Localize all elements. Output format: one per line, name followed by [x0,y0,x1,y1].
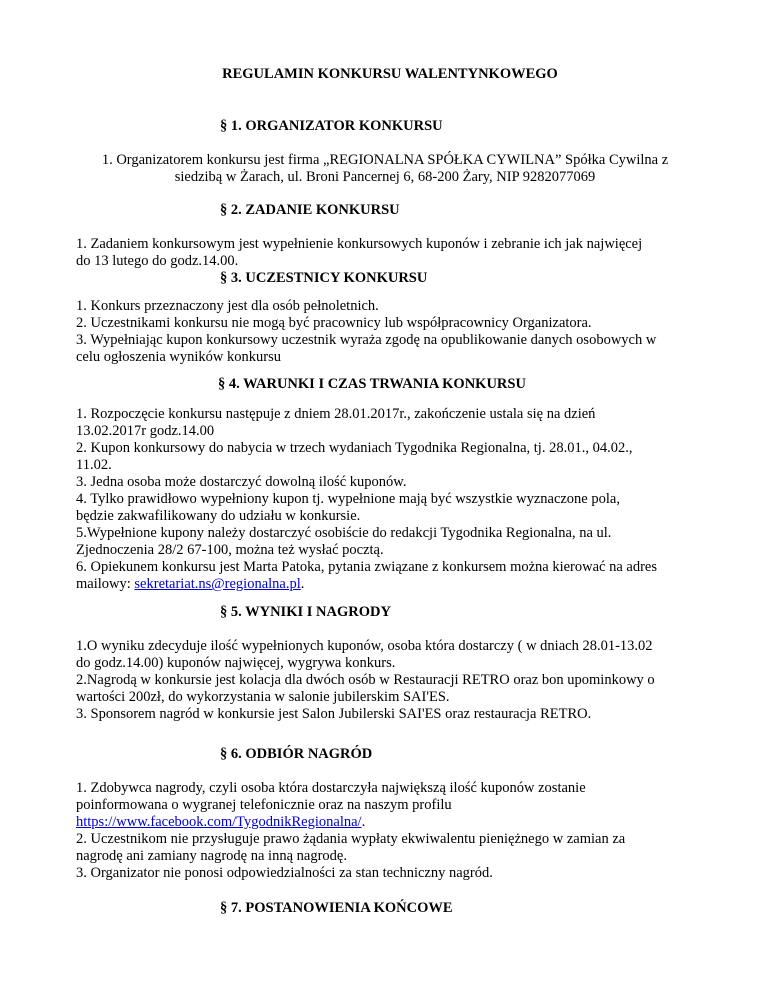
section-4-line: 6. Opiekunem konkursu jest Marta Patoka, pytania związane z konkursem można kierować na adres [76,559,658,575]
facebook-link[interactable]: https://www.facebook.com/TygodnikRegionalna/ [76,814,362,830]
section-1-line: 1. Organizatorem konkursu jest firma „REGIONALNA SPÓŁKA CYWILNA” Spółka Cywilna z [101,152,669,168]
section-1-body [60,152,710,186]
section-5-line: 3. Sponsorem nagród w konkursie jest Salon Jubilerski SAI'ES oraz restauracja RETRO. [76,706,592,722]
section-1-line: siedzibą w Żarach, ul. Broni Pancernej 6, 68-200 Żary, NIP 9282077069 [174,169,596,185]
section-4-line: 3. Jedna osoba może dostarczyć dowolną ilość kuponów. [76,474,407,490]
mail-prefix: mailowy: [76,576,135,592]
section-4-line: Zjednoczenia 28/2 67-100, można też wysłać pocztą. [76,542,384,558]
document-title: REGULAMIN KONKURSU WALENTYNKOWEGO [222,66,558,82]
section-5-line: wartości 200zł, do wykorzystania w salonie jubilerskim SAI'ES. [76,689,450,705]
link-suffix: . [361,814,366,830]
section-4-mail-line [76,576,716,593]
section-3-heading: § 3. UCZESTNICY KONKURSU [220,270,428,286]
section-2-line: do 13 lutego do godz.14.00. [76,253,239,269]
section-3-line: celu ogłoszenia wyników konkursu [76,349,281,365]
section-4-heading: § 4. WARUNKI I CZAS TRWANIA KONKURSU [218,376,526,392]
section-3-line: 2. Uczestnikami konkursu nie mogą być pracownicy lub współpracownicy Organizatora. [76,315,592,331]
section-4-line: 4. Tylko prawidłowo wypełniony kupon tj. wypełnione mają być wszystkie wyznaczone pola, [76,491,620,507]
section-4-line: 1. Rozpoczęcie konkursu następuje z dniem 28.01.2017r., zakończenie ustala się na dzień [76,406,596,422]
section-6-line: 3. Organizator nie ponosi odpowiedzialności za stan techniczny nagród. [76,865,493,881]
section-5-line: 2.Nagrodą w konkursie jest kolacja dla dwóch osób w Restauracji RETRO oraz bon upominkowy o [76,672,655,688]
section-6-line: 1. Zdobywca nagrody, czyli osoba która dostarczyła największą ilość kuponów zostanie [76,780,586,796]
section-5-line: do godz.14.00) kuponów najwięcej, wygrywa konkurs. [76,655,396,671]
section-6-line: nagrodę ani zamiany nagrodę na inną nagrodę. [76,848,347,864]
email-link[interactable]: sekretariat.ns@regionalna.pl [134,576,301,592]
section-2-line: 1. Zadaniem konkursowym jest wypełnienie konkursowych kuponów i zebranie ich jak najwięcej [76,236,643,252]
section-5-line: 1.O wyniku zdecyduje ilość wypełnionych kuponów, osoba która dostarczy ( w dniach 28.01-13.02 [76,638,653,654]
section-5-heading: § 5. WYNIKI I NAGRODY [220,604,391,620]
section-2-heading: § 2. ZADANIE KONKURSU [220,202,400,218]
section-6-link-line [76,814,716,831]
section-2-body [76,236,716,270]
section-6-line: poinformowana o wygranej telefonicznie oraz na naszym profilu [76,797,452,813]
section-3-line: 3. Wypełniając kupon konkursowy uczestnik wyraża zgodę na opublikowanie danych osobowych w [76,332,657,348]
section-3-line: 1. Konkurs przeznaczony jest dla osób pełnoletnich. [76,298,379,314]
section-6-body [76,780,716,882]
section-5-body [76,638,716,723]
section-6-heading: § 6. ODBIÓR NAGRÓD [220,746,373,762]
section-1-heading: § 1. ORGANIZATOR KONKURSU [220,118,443,134]
section-4-line: 2. Kupon konkursowy do nabycia w trzech wydaniach Tygodnika Regionalna, tj. 28.01., 04.02., [76,440,633,456]
section-3-body [76,298,716,366]
section-4-line: będzie zakwafilikowany do udziału w konkursie. [76,508,361,524]
section-4-body [76,406,716,593]
section-4-line: 5.Wypełnione kupony należy dostarczyć osobiście do redakcji Tygodnika Regionalna, na ul. [76,525,612,541]
mail-suffix: . [300,576,305,592]
section-7-heading: § 7. POSTANOWIENIA KOŃCOWE [220,900,453,916]
section-4-line: 11.02. [76,457,112,473]
section-6-line: 2. Uczestnikom nie przysługuje prawo żądania wypłaty ekwiwalentu pieniężnego w zamian za [76,831,626,847]
section-4-line: 13.02.2017r godz.14.00 [76,423,215,439]
